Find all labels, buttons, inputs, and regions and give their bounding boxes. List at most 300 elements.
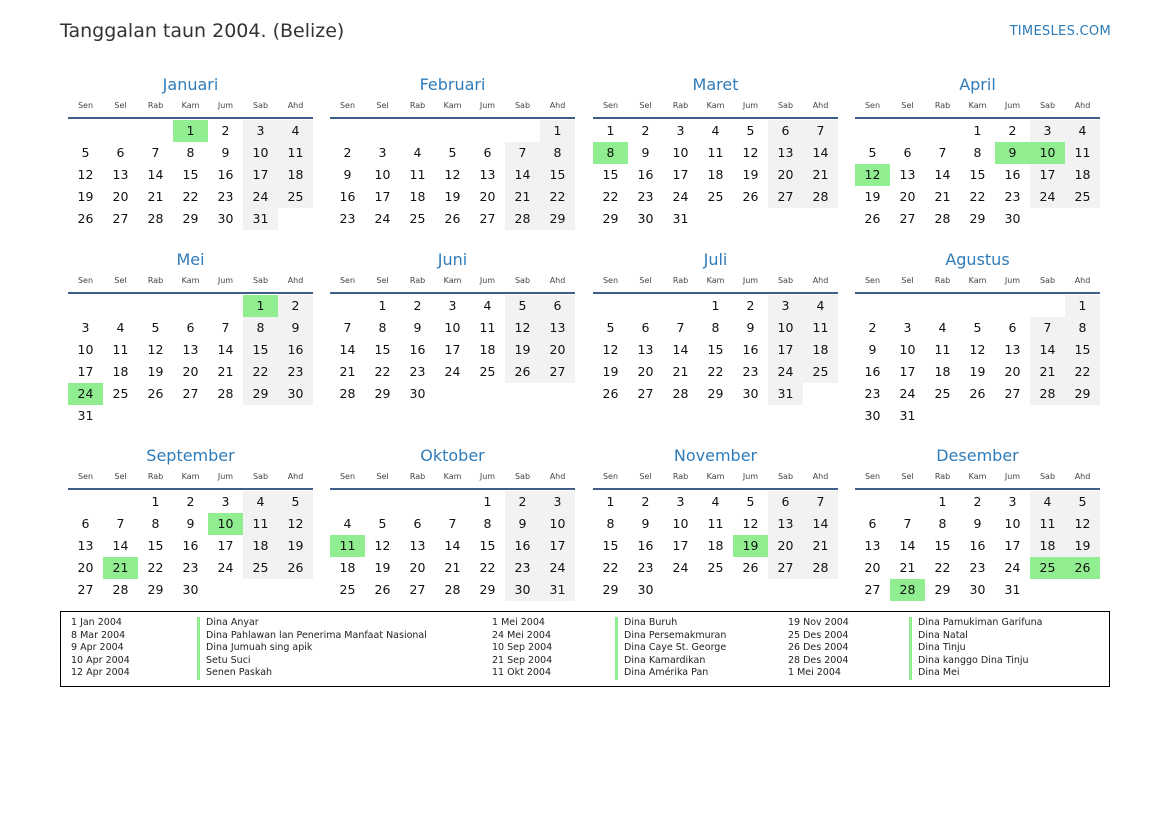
day-cell: 26 — [77, 211, 94, 226]
day-cell: 3 — [768, 295, 803, 317]
day-cell: 3 — [81, 320, 90, 335]
day-cell: 30 — [637, 582, 654, 597]
day-cell: 25 — [339, 582, 356, 597]
day-cell: 10 — [1004, 516, 1021, 531]
day-cell: 13 — [77, 538, 94, 553]
day-cell: 22 — [969, 189, 986, 204]
day-cell: 21 — [217, 364, 234, 379]
day-cell: 20 — [768, 164, 803, 186]
weekday-label: Ahd — [1074, 101, 1091, 110]
day-cell: 15 — [1065, 339, 1100, 361]
weekday-label: Sel — [901, 276, 914, 285]
day-cell: 25 — [243, 557, 278, 579]
days-grid — [593, 120, 838, 230]
month-name: Maret — [692, 75, 739, 94]
day-cell: 5 — [746, 494, 755, 509]
day-cell: 27 — [768, 557, 803, 579]
day-cell: 29 — [602, 211, 619, 226]
day-cell: 27 — [182, 386, 199, 401]
day-cell: 22 — [602, 189, 619, 204]
holiday-name: Dina Tinju — [909, 642, 1042, 655]
weekday-label: Ahd — [1074, 276, 1091, 285]
weekday-label: Sel — [376, 472, 389, 481]
day-cell: 8 — [1065, 317, 1100, 339]
day-cell: 25 — [409, 211, 426, 226]
day-cell: 7 — [1030, 317, 1065, 339]
weekday-label: Jum — [217, 276, 234, 285]
days-grid — [855, 295, 1100, 427]
day-cell: 6 — [483, 145, 492, 160]
holiday-date: 9 Apr 2004 — [71, 642, 124, 653]
day-cell: 30 — [742, 386, 759, 401]
day-cell: 21 — [444, 560, 461, 575]
day-cell: 26 — [742, 560, 759, 575]
weekday-header — [593, 469, 838, 490]
day-cell: 25 — [112, 386, 129, 401]
month-name: Mei — [176, 250, 205, 269]
day-cell: 26 — [278, 557, 313, 579]
weekday-header — [855, 273, 1100, 294]
holiday-name: Dina Amérika Pan — [615, 667, 726, 680]
day-cell: 28 — [672, 386, 689, 401]
day-cell: 15 — [182, 167, 199, 182]
day-cell: 10 — [899, 342, 916, 357]
day-cell: 30 — [278, 383, 313, 405]
weekday-header — [593, 98, 838, 119]
month-name: Januari — [162, 75, 219, 94]
day-cell: 4 — [278, 120, 313, 142]
day-cell: 2 — [973, 494, 982, 509]
holiday-day: 21 — [103, 557, 138, 579]
weekday-label: Jum — [742, 472, 759, 481]
day-cell: 2 — [1008, 123, 1017, 138]
day-cell: 14 — [217, 342, 234, 357]
day-cell: 16 — [969, 538, 986, 553]
day-cell: 13 — [864, 538, 881, 553]
holiday-name: Setu Suci — [197, 655, 427, 668]
day-cell: 23 — [1004, 189, 1021, 204]
empty-day — [593, 295, 628, 317]
day-cell: 15 — [602, 538, 619, 553]
day-cell: 10 — [374, 167, 391, 182]
holiday-date: 1 Mei 2004 — [492, 617, 545, 628]
day-cell: 2 — [278, 295, 313, 317]
empty-day — [330, 295, 365, 317]
day-cell: 30 — [409, 386, 426, 401]
day-cell: 8 — [151, 516, 160, 531]
holiday-name: Dina Mei — [909, 667, 1042, 680]
day-cell: 31 — [1004, 582, 1021, 597]
weekday-label: Sel — [901, 472, 914, 481]
day-cell: 14 — [803, 513, 838, 535]
weekday-label: Sab — [1039, 101, 1056, 110]
weekday-label: Rab — [934, 101, 951, 110]
day-cell: 7 — [343, 320, 352, 335]
day-cell: 30 — [217, 211, 234, 226]
holiday-date: 28 Des 2004 — [788, 654, 849, 666]
empty-day — [925, 120, 960, 142]
day-cell: 7 — [116, 516, 125, 531]
holiday-name: Dina Pahlawan lan Penerima Manfaat Nasional — [197, 630, 427, 643]
day-cell: 9 — [641, 145, 650, 160]
weekday-label: Sab — [777, 276, 794, 285]
days-grid — [68, 120, 313, 230]
day-cell: 29 — [1065, 383, 1100, 405]
day-cell: 26 — [742, 189, 759, 204]
day-cell: 23 — [864, 386, 881, 401]
empty-day — [103, 120, 138, 142]
day-cell: 29 — [147, 582, 164, 597]
weekday-header — [855, 98, 1100, 119]
empty-day — [960, 295, 995, 317]
day-cell: 2 — [343, 145, 352, 160]
day-cell: 10 — [540, 513, 575, 535]
day-cell: 13 — [899, 167, 916, 182]
day-cell: 29 — [243, 383, 278, 405]
day-cell: 12 — [742, 516, 759, 531]
day-cell: 7 — [676, 320, 685, 335]
day-cell: 23 — [969, 560, 986, 575]
month-maret — [593, 74, 838, 230]
empty-day — [138, 120, 173, 142]
empty-day — [890, 120, 925, 142]
day-cell: 24 — [217, 560, 234, 575]
day-cell: 22 — [147, 560, 164, 575]
day-cell: 22 — [934, 560, 951, 575]
day-cell: 24 — [899, 386, 916, 401]
day-cell: 12 — [602, 342, 619, 357]
day-cell: 29 — [479, 582, 496, 597]
day-cell: 3 — [448, 298, 457, 313]
holiday-name: Dina Jumuah sing apik — [197, 642, 427, 655]
day-cell: 3 — [378, 145, 387, 160]
day-cell: 25 — [934, 386, 951, 401]
day-cell: 20 — [1004, 364, 1021, 379]
day-cell: 18 — [479, 342, 496, 357]
holiday-date: 19 Nov 2004 — [788, 617, 849, 628]
empty-day — [890, 491, 925, 513]
weekday-header — [330, 469, 575, 490]
day-cell: 25 — [1065, 186, 1100, 208]
empty-day — [995, 295, 1030, 317]
day-cell: 22 — [243, 361, 278, 383]
empty-day — [400, 491, 435, 513]
day-cell: 6 — [186, 320, 195, 335]
holiday-date: 24 Mei 2004 — [492, 629, 551, 641]
weekday-label: Rab — [672, 276, 689, 285]
day-cell: 24 — [672, 560, 689, 575]
weekday-label: Sen — [864, 101, 881, 110]
day-cell: 8 — [378, 320, 387, 335]
day-cell: 10 — [444, 320, 461, 335]
day-cell: 14 — [934, 167, 951, 182]
weekday-label: Ahd — [549, 472, 566, 481]
days-grid — [330, 295, 575, 405]
empty-day — [173, 295, 208, 317]
day-cell: 6 — [1008, 320, 1017, 335]
day-cell: 10 — [768, 317, 803, 339]
day-cell: 16 — [505, 535, 540, 557]
holiday-day: 11 — [330, 535, 365, 557]
empty-day — [365, 120, 400, 142]
day-cell: 28 — [505, 208, 540, 230]
day-cell: 19 — [1065, 535, 1100, 557]
day-cell: 4 — [938, 320, 947, 335]
day-cell: 16 — [339, 189, 356, 204]
day-cell: 17 — [1004, 538, 1021, 553]
day-cell: 13 — [112, 167, 129, 182]
day-cell: 28 — [803, 186, 838, 208]
day-cell: 24 — [243, 186, 278, 208]
day-cell: 5 — [973, 320, 982, 335]
weekday-label: Sab — [514, 276, 531, 285]
day-cell: 14 — [899, 538, 916, 553]
day-cell: 21 — [147, 189, 164, 204]
days-grid — [855, 491, 1100, 601]
weekday-label: Jum — [1004, 101, 1021, 110]
day-cell: 9 — [641, 516, 650, 531]
day-cell: 21 — [899, 560, 916, 575]
weekday-label: Kam — [706, 101, 725, 110]
day-cell: 17 — [899, 364, 916, 379]
holiday-name: Dina kanggo Dina Tinju — [909, 655, 1042, 668]
day-cell: 19 — [77, 189, 94, 204]
holiday-day: 28 — [890, 579, 925, 601]
day-cell: 13 — [540, 317, 575, 339]
month-name: November — [673, 446, 758, 465]
empty-day — [925, 295, 960, 317]
day-cell: 1 — [378, 298, 387, 313]
day-cell: 12 — [77, 167, 94, 182]
day-cell: 11 — [479, 320, 496, 335]
day-cell: 19 — [374, 560, 391, 575]
weekday-label: Jum — [742, 101, 759, 110]
day-cell: 27 — [479, 211, 496, 226]
day-cell: 15 — [969, 167, 986, 182]
day-cell: 25 — [803, 361, 838, 383]
weekday-label: Sen — [77, 276, 94, 285]
holiday-date: 12 Apr 2004 — [71, 667, 130, 678]
weekday-label: Sel — [639, 276, 652, 285]
weekday-label: Jum — [217, 101, 234, 110]
day-cell: 31 — [768, 383, 803, 405]
holiday-name: Dina Natal — [909, 630, 1042, 643]
day-cell: 22 — [707, 364, 724, 379]
holiday-date: 1 Mei 2004 — [788, 667, 841, 678]
month-november — [593, 445, 838, 601]
month-april — [855, 74, 1100, 230]
day-cell: 19 — [742, 167, 759, 182]
day-cell: 4 — [803, 295, 838, 317]
day-cell: 16 — [1004, 167, 1021, 182]
day-cell: 9 — [278, 317, 313, 339]
day-cell: 2 — [868, 320, 877, 335]
day-cell: 22 — [374, 364, 391, 379]
day-cell: 11 — [934, 342, 951, 357]
day-cell: 16 — [742, 342, 759, 357]
day-cell: 10 — [243, 142, 278, 164]
month-name: September — [146, 446, 235, 465]
holiday-name: Dina Kamardikan — [615, 655, 726, 668]
weekday-label: Jum — [1004, 472, 1021, 481]
days-grid — [593, 295, 838, 405]
day-cell: 31 — [77, 408, 94, 423]
weekday-label: Sel — [376, 276, 389, 285]
day-cell: 20 — [77, 560, 94, 575]
weekday-label: Jum — [1004, 276, 1021, 285]
day-cell: 28 — [803, 557, 838, 579]
weekday-label: Sab — [777, 101, 794, 110]
day-cell: 8 — [973, 145, 982, 160]
day-cell: 19 — [278, 535, 313, 557]
day-cell: 13 — [182, 342, 199, 357]
day-cell: 20 — [479, 189, 496, 204]
day-cell: 26 — [969, 386, 986, 401]
day-cell: 25 — [707, 560, 724, 575]
weekday-label: Rab — [147, 472, 164, 481]
day-cell: 3 — [1008, 494, 1017, 509]
weekday-label: Kam — [443, 276, 462, 285]
weekday-label: Sab — [252, 276, 269, 285]
day-cell: 21 — [505, 186, 540, 208]
weekday-label: Sel — [376, 101, 389, 110]
holiday-date: 11 Okt 2004 — [492, 667, 552, 678]
day-cell: 11 — [243, 513, 278, 535]
day-cell: 13 — [637, 342, 654, 357]
day-cell: 12 — [444, 167, 461, 182]
weekday-label: Sab — [777, 472, 794, 481]
holiday-date: 25 Des 2004 — [788, 629, 849, 641]
day-cell: 1 — [540, 120, 575, 142]
weekday-label: Kam — [968, 101, 987, 110]
month-september — [68, 445, 313, 601]
day-cell: 15 — [479, 538, 496, 553]
day-cell: 19 — [444, 189, 461, 204]
day-cell: 25 — [707, 189, 724, 204]
day-cell: 12 — [374, 538, 391, 553]
day-cell: 8 — [483, 516, 492, 531]
weekday-label: Ahd — [287, 276, 304, 285]
day-cell: 23 — [637, 189, 654, 204]
holiday-day: 26 — [1065, 557, 1100, 579]
day-cell: 5 — [746, 123, 755, 138]
empty-day — [855, 491, 890, 513]
day-cell: 7 — [938, 145, 947, 160]
holiday-name: Dina Buruh — [615, 617, 726, 630]
day-cell: 28 — [1030, 383, 1065, 405]
holiday-day: 8 — [593, 142, 628, 164]
day-cell: 27 — [112, 211, 129, 226]
day-cell: 29 — [540, 208, 575, 230]
day-cell: 28 — [112, 582, 129, 597]
site-link[interactable]: TIMESLES.COM — [1009, 24, 1111, 39]
day-cell: 17 — [243, 164, 278, 186]
day-cell: 14 — [672, 342, 689, 357]
holiday-name: Senen Paskah — [197, 667, 427, 680]
day-cell: 12 — [278, 513, 313, 535]
weekday-header — [593, 273, 838, 294]
holiday-list — [60, 611, 1110, 687]
month-mei — [68, 249, 313, 427]
day-cell: 12 — [742, 145, 759, 160]
day-cell: 26 — [374, 582, 391, 597]
weekday-header — [68, 273, 313, 294]
day-cell: 10 — [77, 342, 94, 357]
day-cell: 3 — [903, 320, 912, 335]
day-cell: 17 — [1030, 164, 1065, 186]
days-grid — [330, 120, 575, 230]
day-cell: 30 — [505, 579, 540, 601]
empty-day — [628, 295, 663, 317]
day-cell: 14 — [803, 142, 838, 164]
holiday-day: 10 — [208, 513, 243, 535]
month-desember — [855, 445, 1100, 601]
day-cell: 5 — [378, 516, 387, 531]
day-cell: 15 — [147, 538, 164, 553]
day-cell: 16 — [637, 167, 654, 182]
day-cell: 28 — [147, 211, 164, 226]
day-cell: 7 — [505, 142, 540, 164]
empty-day — [400, 120, 435, 142]
weekday-label: Sab — [1039, 276, 1056, 285]
empty-day — [330, 120, 365, 142]
day-cell: 11 — [278, 142, 313, 164]
weekday-label: Sen — [339, 101, 356, 110]
day-cell: 16 — [864, 364, 881, 379]
weekday-label: Jum — [479, 101, 496, 110]
day-cell: 31 — [243, 208, 278, 230]
day-cell: 1 — [938, 494, 947, 509]
day-cell: 20 — [768, 535, 803, 557]
holiday-name: Dina Persemakmuran — [615, 630, 726, 643]
day-cell: 3 — [221, 494, 230, 509]
day-cell: 15 — [374, 342, 391, 357]
days-grid — [593, 491, 838, 601]
day-cell: 27 — [637, 386, 654, 401]
day-cell: 5 — [278, 491, 313, 513]
day-cell: 15 — [707, 342, 724, 357]
weekday-label: Jum — [742, 276, 759, 285]
weekday-label: Sab — [514, 101, 531, 110]
day-cell: 28 — [217, 386, 234, 401]
day-cell: 1 — [606, 494, 615, 509]
weekday-label: Kam — [443, 101, 462, 110]
day-cell: 22 — [540, 186, 575, 208]
day-cell: 23 — [339, 211, 356, 226]
day-cell: 6 — [768, 120, 803, 142]
day-cell: 4 — [243, 491, 278, 513]
day-cell: 20 — [864, 560, 881, 575]
day-cell: 31 — [899, 408, 916, 423]
day-cell: 18 — [409, 189, 426, 204]
day-cell: 11 — [1030, 513, 1065, 535]
day-cell: 11 — [112, 342, 129, 357]
month-februari — [330, 74, 575, 230]
day-cell: 19 — [505, 339, 540, 361]
weekday-label: Ahd — [812, 472, 829, 481]
day-cell: 17 — [77, 364, 94, 379]
day-cell: 26 — [444, 211, 461, 226]
day-cell: 18 — [803, 339, 838, 361]
day-cell: 9 — [343, 167, 352, 182]
weekday-label: Jum — [479, 276, 496, 285]
day-cell: 24 — [1030, 186, 1065, 208]
weekday-label: Sel — [639, 101, 652, 110]
holiday-dates-column — [492, 617, 552, 680]
holiday-day: 25 — [1030, 557, 1065, 579]
day-cell: 6 — [413, 516, 422, 531]
weekday-header — [68, 98, 313, 119]
